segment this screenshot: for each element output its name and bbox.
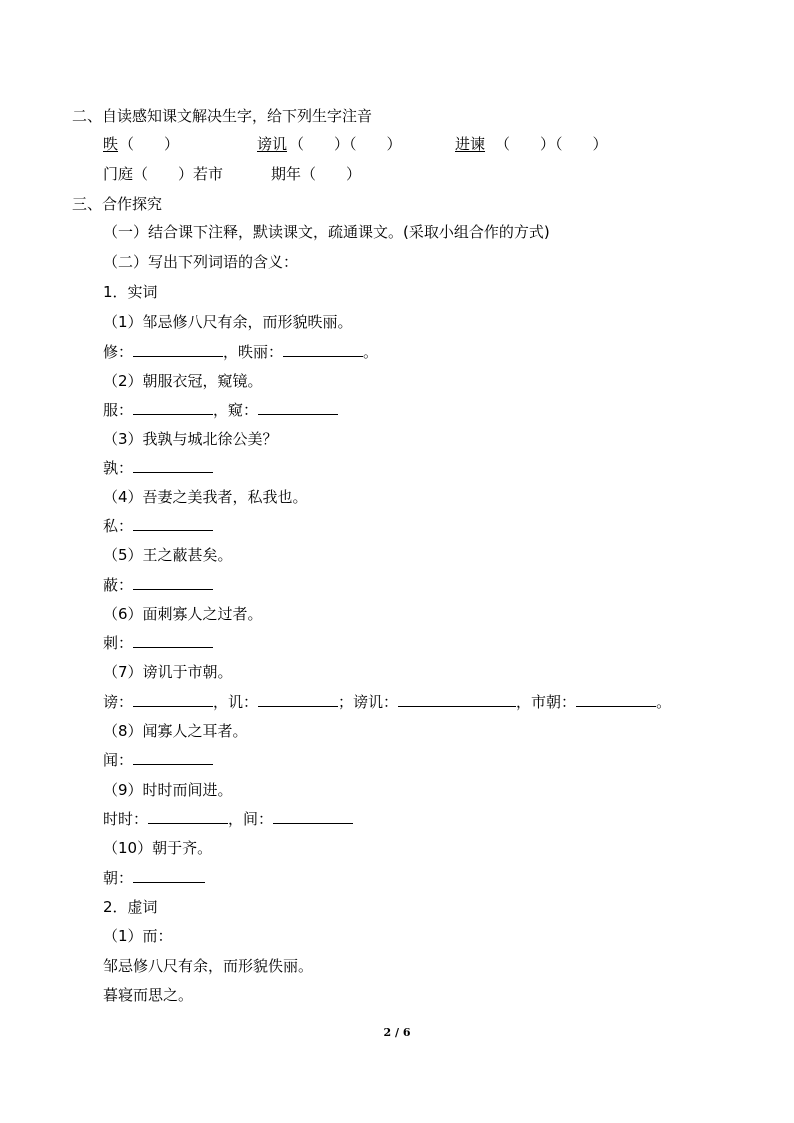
answer-label: 服： [103, 401, 134, 419]
word-mentingruoshi: 门庭（ ）若市 [103, 165, 224, 183]
answer-blank[interactable] [133, 342, 223, 357]
answer-blank[interactable] [133, 868, 205, 883]
answer-blank[interactable] [133, 692, 213, 707]
sentence: （10）朝于齐。 [103, 839, 213, 857]
answer-label: 谤： [103, 693, 134, 711]
sub-heading: （二）写出下列词语的含义： [103, 253, 299, 271]
answer-label: 朝： [103, 869, 134, 887]
answer-blank[interactable] [576, 692, 656, 707]
sentence: （1）邹忌修八尺有余，而形貌昳丽。 [103, 313, 353, 331]
section-heading: 二、自读感知课文解决生字，给下列生字注音 [72, 107, 373, 125]
answer-blank[interactable] [258, 692, 338, 707]
sentence-end: 。 [363, 343, 379, 361]
pinyin-blank: （ ） [119, 135, 180, 153]
answer-label: ，昳丽： [223, 343, 284, 361]
answer-blank[interactable] [133, 458, 213, 473]
answer-blank[interactable] [398, 692, 516, 707]
page-number: 2 / 6 [383, 1026, 411, 1039]
answer-label: 修： [103, 343, 134, 361]
sentence: （6）面刺寡人之过者。 [103, 605, 263, 623]
answer-blank[interactable] [273, 809, 353, 824]
answer-row [103, 692, 671, 712]
answer-row [103, 458, 213, 478]
part-title: 1．实词 [103, 283, 158, 301]
sentence: （3）我孰与城北徐公美？ [103, 430, 278, 448]
sentence: （4）吾妻之美我者，私我也。 [103, 488, 308, 506]
answer-label: 闻： [103, 751, 134, 769]
word-bangji: 谤讥 [257, 135, 288, 153]
section-heading: 三、合作探究 [72, 195, 163, 213]
answer-row [103, 400, 338, 420]
answer-row [103, 575, 213, 595]
sentence: （5）王之蔽甚矣。 [103, 546, 233, 564]
pinyin-blank: （ ）（ ） [495, 135, 608, 153]
sentence: （7）谤讥于市朝。 [103, 663, 233, 681]
answer-blank[interactable] [258, 400, 338, 415]
answer-row [103, 868, 205, 888]
answer-blank[interactable] [133, 516, 213, 531]
sub-heading: （一）结合课下注释，默读课文，疏通课文。(采取小组合作的方式) [103, 223, 550, 241]
answer-label: 蔽： [103, 576, 134, 594]
answer-label: ，窥： [213, 401, 259, 419]
answer-label: ，讥： [213, 693, 259, 711]
word-jinjian: 进谏 [455, 135, 486, 153]
answer-label: ，间： [228, 810, 274, 828]
answer-row [103, 342, 378, 362]
answer-blank[interactable] [133, 400, 213, 415]
word-yi: 昳 [103, 135, 119, 153]
pinyin-blank: （ ）（ ） [289, 135, 402, 153]
example-sentence: 暮寝而思之。 [103, 986, 194, 1004]
sentence-end: 。 [656, 693, 672, 711]
function-word-item: （1）而： [103, 927, 173, 945]
word-jinian: 期年（ ） [271, 165, 362, 183]
part-title: 2．虚词 [103, 898, 158, 916]
sentence: （2）朝服衣冠，窥镜。 [103, 372, 263, 390]
sentence: （9）时时而间进。 [103, 781, 233, 799]
sentence: （8）闻寡人之耳者。 [103, 722, 248, 740]
answer-label: ，市朝： [516, 693, 577, 711]
answer-row [103, 750, 213, 770]
answer-blank[interactable] [133, 575, 213, 590]
answer-blank[interactable] [133, 750, 213, 765]
answer-row [103, 516, 213, 536]
answer-label: 私： [103, 517, 134, 535]
answer-label: ；谤讥： [338, 693, 399, 711]
answer-label: 时时： [103, 810, 149, 828]
answer-blank[interactable] [283, 342, 363, 357]
answer-label: 孰： [103, 459, 134, 477]
answer-row [103, 809, 353, 829]
answer-blank[interactable] [133, 633, 213, 648]
answer-row [103, 633, 213, 653]
answer-blank[interactable] [148, 809, 228, 824]
answer-label: 刺： [103, 634, 134, 652]
example-sentence: 邹忌修八尺有余，而形貌佚丽。 [103, 957, 314, 975]
